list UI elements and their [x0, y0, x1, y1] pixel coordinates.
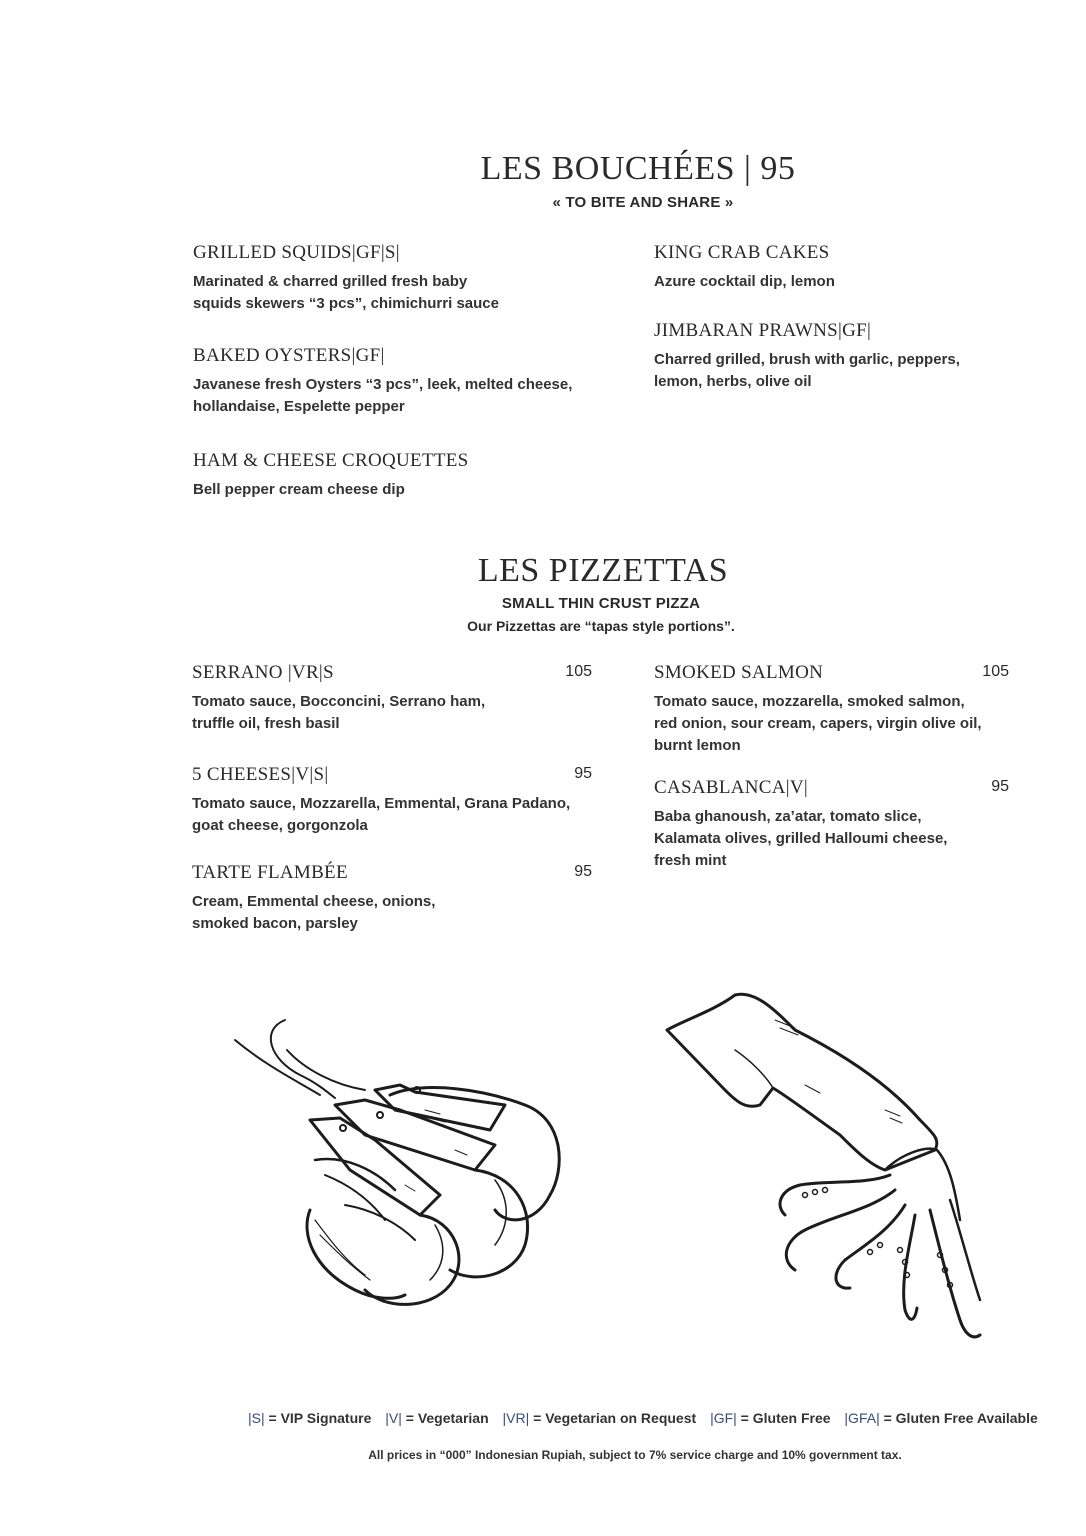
item-price: 105: [565, 663, 592, 680]
bouchees-subtitle: « TO BITE AND SHARE »: [552, 194, 734, 211]
item-price: 105: [982, 663, 1009, 680]
menu-item-ham-cheese-croquettes: [193, 450, 613, 501]
description-line: hollandaise, Espelette pepper: [193, 398, 405, 415]
item-description: [192, 691, 592, 735]
menu-item-5-cheeses: [192, 764, 592, 837]
squid-illustration: [655, 990, 985, 1350]
legend-entry-gluten-free-available: |GFA| = Gluten Free Available: [844, 1410, 1038, 1426]
menu-item-grilled-squids: [193, 242, 613, 315]
description-line: fresh mint: [654, 852, 727, 869]
item-description: [193, 374, 633, 418]
description-line: truffle oil, fresh basil: [192, 715, 340, 732]
item-price: 95: [991, 778, 1009, 795]
pizzettas-title: LES PIZZETTAS: [477, 552, 729, 589]
menu-item-baked-oysters: [193, 345, 633, 418]
item-name: TARTE FLAMBÉE: [192, 862, 348, 883]
menu-item-serrano: [192, 662, 592, 735]
menu-item-king-crab-cakes: [654, 242, 994, 293]
item-name: KING CRAB CAKES: [654, 242, 830, 263]
description-line: squids skewers “3 pcs”, chimichurri sauce: [193, 295, 499, 312]
item-name: HAM & CHEESE CROQUETTES: [193, 450, 469, 471]
description-line: burnt lemon: [654, 737, 741, 754]
description-line: Tomato sauce, Mozzarella, Emmental, Grana Padano,: [192, 795, 571, 812]
item-name: BAKED OYSTERS|GF|: [193, 345, 385, 366]
description-line: red onion, sour cream, capers, virgin olive oil,: [654, 715, 982, 732]
bouchees-title: LES BOUCHÉES | 95: [480, 150, 796, 187]
item-description: [654, 271, 994, 293]
legend-entry-vegetarian-on-request: |VR| = Vegetarian on Request: [502, 1410, 697, 1426]
description-line: Bell pepper cream cheese dip: [193, 481, 405, 498]
item-name: JIMBARAN PRAWNS|GF|: [654, 320, 872, 341]
item-name: SERRANO |VR|S: [192, 662, 334, 683]
menu-item-jimbaran-prawns: [654, 320, 994, 393]
menu-item-casablanca: [654, 777, 1009, 872]
item-name: 5 CHEESES|V|S|: [192, 764, 329, 785]
menu-item-tarte-flambee: [192, 862, 592, 935]
description-line: Marinated & charred grilled fresh baby: [193, 273, 468, 290]
legend-entry-signature: |S| = VIP Signature: [248, 1410, 372, 1426]
legend-entry-vegetarian: |V| = Vegetarian: [385, 1410, 489, 1426]
menu-item-smoked-salmon: [654, 662, 1009, 757]
item-name: CASABLANCA|V|: [654, 777, 809, 798]
description-line: Azure cocktail dip, lemon: [654, 273, 835, 290]
description-line: Javanese fresh Oysters “3 pcs”, leek, melted cheese,: [193, 376, 573, 393]
item-description: [193, 479, 613, 501]
item-description: [654, 691, 1009, 757]
description-line: Charred grilled, brush with garlic, peppers,: [654, 351, 960, 368]
pizzettas-note: Our Pizzettas are “tapas style portions”.: [467, 618, 735, 634]
legend-entry-gluten-free: |GF| = Gluten Free: [710, 1410, 831, 1426]
item-description: [654, 349, 994, 393]
description-line: smoked bacon, parsley: [192, 915, 358, 932]
description-line: Baba ghanoush, za’atar, tomato slice,: [654, 808, 922, 825]
description-line: goat cheese, gorgonzola: [192, 817, 368, 834]
prawns-illustration: [225, 1010, 585, 1320]
pizzettas-subtitle: SMALL THIN CRUST PIZZA: [501, 595, 701, 612]
item-description: [192, 793, 592, 837]
item-description: [193, 271, 613, 315]
description-line: lemon, herbs, olive oil: [654, 373, 812, 390]
description-line: Tomato sauce, mozzarella, smoked salmon,: [654, 693, 965, 710]
item-price: 95: [574, 765, 592, 782]
price-footnote: All prices in “000” Indonesian Rupiah, subject to 7% service charge and 10% government tax.: [368, 1448, 902, 1462]
description-line: Tomato sauce, Bocconcini, Serrano ham,: [192, 693, 486, 710]
item-name: GRILLED SQUIDS|GF|S|: [193, 242, 400, 263]
item-description: [192, 891, 592, 935]
description-line: Kalamata olives, grilled Halloumi cheese,: [654, 830, 948, 847]
dietary-legend: [248, 1410, 1038, 1426]
description-line: Cream, Emmental cheese, onions,: [192, 893, 436, 910]
item-price: 95: [574, 863, 592, 880]
item-name: SMOKED SALMON: [654, 662, 824, 683]
item-description: [654, 806, 1009, 872]
